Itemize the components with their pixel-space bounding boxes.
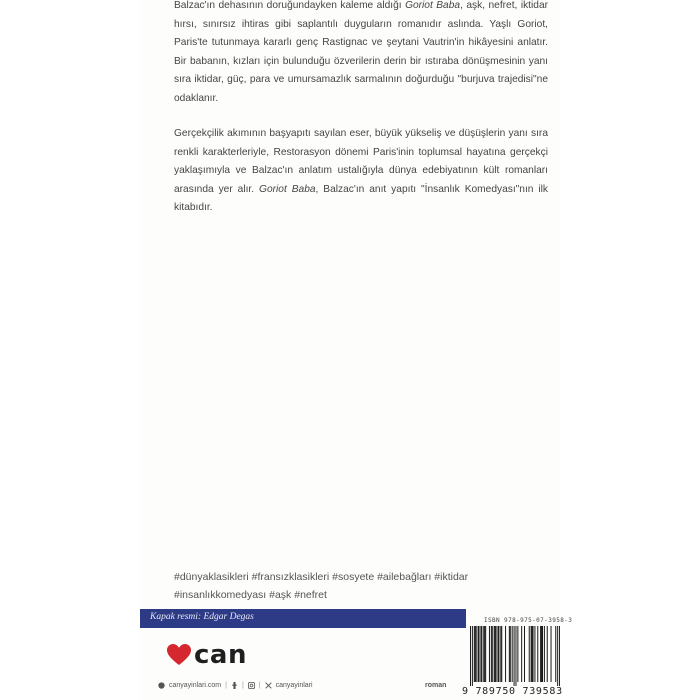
hashtags	[174, 568, 554, 604]
barcode-bar	[492, 626, 493, 682]
barcode-bar	[540, 626, 541, 682]
barcode-bar	[544, 626, 545, 682]
isbn-label: ISBN 978-975-07-3958-3	[484, 617, 573, 624]
globe-icon	[158, 682, 165, 689]
barcode-bar	[479, 626, 480, 682]
barcode-bar	[512, 626, 513, 682]
barcode-bar	[495, 626, 496, 682]
barcode-bar	[481, 626, 482, 682]
footer-divider: |	[241, 682, 244, 689]
hashtags-line-2: #insanlıkkomedyası #aşk #nefret	[174, 589, 327, 601]
barcode-bar	[472, 626, 473, 686]
barcode-bar	[485, 626, 486, 682]
blurb-text: , Balzac'ın anıt yapıtı "İnsanlık Komedyası"nın ilk kitabıdır.	[174, 183, 549, 214]
blurb-text: , aşk, nefret, iktidar hırsı, sınırsız ihtiras gibi saplantılı duyguların romanıdır aslında. Yaşlı Goriot, Paris'te tutunmaya kararlı genç Rastignac ve şeytani Vautrin'in hikâyesini anlatır. Bir babanın, kızları için bulunduğu özverilerin derin bir ıstıraba dönüşmesinin yanı sıra iktidar, güç, para ve umursamazlık sarmalının doğurduğu "burjuva trajedisi"ne odaklanır.	[174, 0, 549, 104]
blurb-paragraph-2	[174, 125, 548, 218]
barcode	[470, 626, 560, 686]
barcode-bar	[478, 626, 479, 682]
barcode-bar	[537, 626, 538, 682]
blurb-text: Gerçekçilik akımının başyapıtı sayılan eser, büyük yükseliş ve düşüşlerin yanı sıra renkli karakterleriyle, Restorasyon dönemi Paris'inin toplumsal hayatına gerçekçi yaklaşımıyla ve Balzac'ın anlatım ustalığıyla dünya edebiyatının kült romanları arasında yer alır.	[174, 128, 548, 195]
barcode-bar	[533, 626, 534, 682]
genre-label: roman	[425, 682, 447, 689]
heart-logo-icon	[166, 643, 192, 667]
barcode-bar	[497, 626, 498, 682]
publisher-logo-text: can	[194, 640, 247, 670]
barcode-bar	[470, 626, 471, 686]
barcode-bar	[484, 626, 485, 682]
blurb-text: Balzac'ın dehasının doruğundayken kaleme aldığı	[174, 0, 406, 11]
barcode-bar	[521, 626, 522, 682]
barcode-bar	[489, 626, 490, 682]
isbn-digits: 9 789750 739583	[462, 686, 563, 697]
barcode-bar	[498, 626, 499, 682]
publisher-logo	[166, 641, 247, 669]
book-title-italic: Goriot Baba	[405, 0, 461, 11]
barcode-bar	[476, 626, 477, 682]
barcode-bar	[474, 626, 475, 682]
barcode-bar	[505, 626, 506, 682]
cover-credit: Kapak resmi: Edgar Degas	[150, 612, 254, 622]
barcode-bar	[547, 626, 548, 682]
barcode-bar	[517, 626, 518, 682]
barcode-bar	[500, 626, 501, 682]
x-twitter-icon[interactable]	[265, 682, 272, 689]
footer-divider: |	[258, 682, 261, 689]
barcode-bar	[515, 626, 516, 686]
publisher-footer	[158, 682, 313, 689]
barcode-bar	[559, 626, 560, 686]
social-handle[interactable]: canyayinlari	[275, 682, 313, 689]
book-title-italic: Goriot Baba	[259, 183, 316, 195]
barcode-bar	[524, 626, 525, 682]
barcode-bar	[483, 626, 484, 682]
footer-divider: |	[225, 682, 227, 689]
barcode-bar	[501, 626, 502, 682]
barcode-bar	[534, 626, 535, 682]
blurb-paragraph-1	[174, 0, 548, 109]
barcode-bar	[510, 626, 511, 682]
barcode-bar	[491, 626, 492, 682]
website-link[interactable]: canyayinlari.com	[169, 682, 222, 689]
barcode-bar	[475, 626, 476, 682]
cover-credit-bar	[140, 609, 466, 628]
barcode-bar	[531, 626, 532, 682]
hashtags-line-1: #dünyaklasikleri #fransızklasikleri #sosyete #ailebağları #iktidar	[174, 571, 469, 583]
instagram-icon[interactable]	[248, 682, 255, 689]
barcode-bar	[514, 626, 515, 686]
barcode-bar	[532, 626, 533, 682]
barcode-bar	[494, 626, 495, 682]
facebook-icon[interactable]	[231, 682, 238, 689]
barcode-bar	[551, 626, 552, 682]
barcode-bar	[541, 626, 542, 682]
barcode-bar	[480, 626, 481, 682]
barcode-bar	[557, 626, 558, 686]
barcode-bar	[529, 626, 530, 682]
barcode-bar	[496, 626, 497, 682]
barcode-bar	[509, 626, 510, 682]
barcode-bar	[542, 626, 543, 682]
barcode-bar	[555, 626, 556, 682]
